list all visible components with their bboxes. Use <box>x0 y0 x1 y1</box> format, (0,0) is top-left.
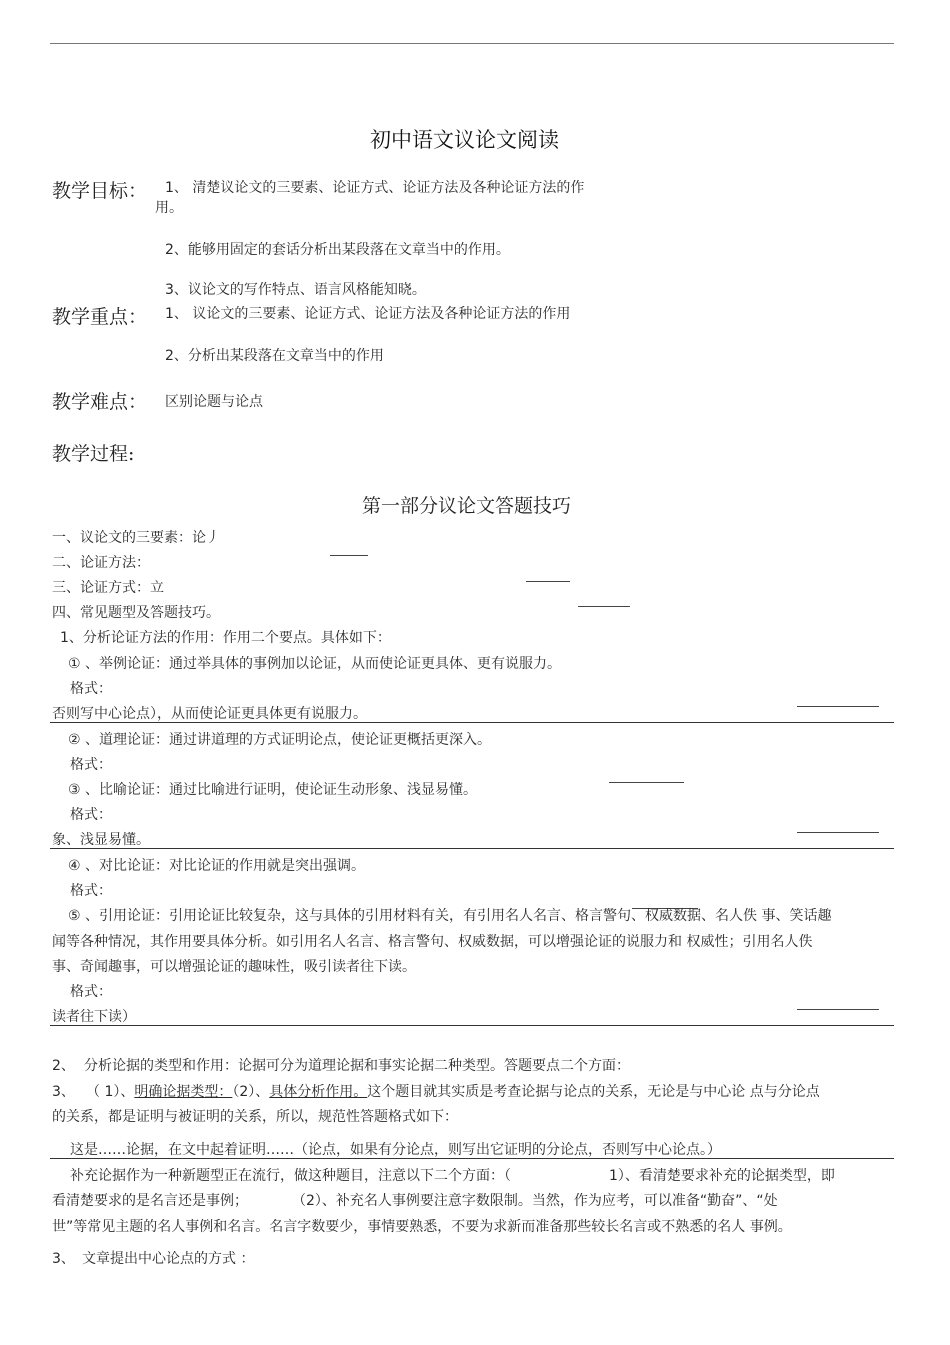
method-quotation: ⑤ 、引用论证：引用论证比较复杂，这与具体的引用材料有关，有引用名人名言、格言警句、权威数据、名人佚 事、笑话趣 <box>68 908 832 924</box>
question-2-number: 2、 <box>52 1058 75 1074</box>
question-2-text: 分析论据的类型和作用：论据可分为道理论据和事实论据二种类型。答题要点二个方面： <box>84 1058 630 1074</box>
section-3: 三、论证方式：立 <box>52 580 164 596</box>
goals-item-1: 1、 清楚议论文的三要素、论证方式、论证方法及各种论证方法的作 <box>165 180 585 196</box>
supplement-line-1a: 补充论据作为一种新题型正在流行，做这种题目，注意以下二个方面：（ <box>70 1168 511 1184</box>
answer-format: 这是……论据，在文中起着证明……（论点，如果有分论点，则写出它证明的分论点，否则写中心论点。） <box>70 1142 721 1158</box>
q3-underline-2: 具体分析作用。 <box>269 1084 368 1100</box>
blank-line <box>797 818 879 837</box>
question-1: 1、分析论证方法的作用：作用二个要点。具体如下： <box>60 630 391 646</box>
process-label: 教学过程: <box>52 443 135 465</box>
divider <box>50 848 894 849</box>
blank-line <box>330 541 368 560</box>
goals-item-2: 2、能够用固定的套话分析出某段落在文章当中的作用。 <box>165 242 510 258</box>
method-quotation-cont: 闻等各种情况，其作用要具体分析。如引用名人名言、格言警句、权威数据，可以增强论证的说服力和 权威性；引用名人佚 <box>52 934 813 950</box>
goals-item-3: 3、议论文的写作特点、语言风格能知晓。 <box>165 282 426 298</box>
section-2: 二、论证方法： <box>52 555 150 571</box>
difficulty-text: 区别论题与论点 <box>165 394 263 410</box>
method-example-tail: 否则写中心论点），从而使论证更具体更有说服力。 <box>52 706 367 722</box>
divider <box>50 1158 894 1159</box>
q3-open: （ 1）、 <box>86 1084 135 1100</box>
header-rule <box>50 43 894 44</box>
supplement-line-2a: 看清楚要求的是名言还是事例； <box>52 1193 248 1209</box>
format-label: 格式： <box>70 984 112 1000</box>
blank-line <box>797 995 879 1014</box>
blank-line <box>526 567 570 586</box>
key-points-item-2: 2、分析出某段落在文章当中的作用 <box>165 348 384 364</box>
blank-line <box>797 692 879 711</box>
section-4: 四、常见题型及答题技巧。 <box>52 605 220 621</box>
method-example: ① 、举例论证：通过举具体的事例加以论证，从而使论证更具体、更有说服力。 <box>68 656 561 672</box>
q3-underline-1: 明确论据类型： <box>134 1084 233 1100</box>
difficulty-label: 教学难点： <box>52 391 148 413</box>
question-3-line-2: 的关系，都是证明与被证明的关系，所以，规范性答题格式如下： <box>52 1109 458 1125</box>
format-label: 格式： <box>70 883 112 899</box>
part1-title: 第一部分议论文答题技巧 <box>362 495 572 517</box>
supplement-line-1b: 1）、看清楚要求补充的论据类型，即 <box>609 1168 835 1184</box>
method-metaphor: ③ 、比喻论证：通过比喻进行证明，使论证生动形象、浅显易懂。 <box>68 782 477 798</box>
document-title: 初中语文议论文阅读 <box>370 128 559 152</box>
question-3b-text: 文章提出中心论点的方式 ： <box>82 1251 255 1267</box>
key-points-label: 教学重点： <box>52 306 148 328</box>
method-contrast: ④ 、对比论证：对比论证的作用就是突出强调。 <box>68 858 365 874</box>
format-label: 格式： <box>70 757 112 773</box>
blank-line <box>609 768 684 787</box>
supplement-line-2b: （2）、补充名人事例要注意字数限制。当然，作为应考，可以准备“勤奋”、“处 <box>292 1193 778 1209</box>
method-reasoning: ② 、道理论证：通过讲道理的方式证明论点，使论证更概括更深入。 <box>68 732 491 748</box>
divider <box>50 722 894 723</box>
question-3b-number: 3、 <box>52 1251 75 1267</box>
key-points-item-1: 1、 议论文的三要素、论证方式、论证方法及各种论证方法的作用 <box>165 306 571 322</box>
section-1: 一、议论文的三要素：论丿 <box>52 530 220 546</box>
divider <box>50 1025 894 1026</box>
question-3-line <box>86 1081 820 1101</box>
format-label: 格式： <box>70 807 112 823</box>
blank-line <box>578 592 630 611</box>
method-quotation-tail: 读者往下读） <box>52 1009 136 1025</box>
goals-label: 教学目标： <box>52 180 148 202</box>
method-quotation-cont: 事、奇闻趣事，可以增强论证的趣味性，吸引读者往下读。 <box>52 959 416 975</box>
supplement-line-3: 世”等常见主题的名人事例和名言。名言字数要少，事情要熟悉，不要为求新而准备那些较长名言或不熟悉的名人 事例。 <box>52 1219 792 1235</box>
format-label: 格式： <box>70 681 112 697</box>
goals-item-1-cont: 用。 <box>155 200 183 216</box>
q3-mid: （2）、 <box>232 1084 270 1100</box>
question-3-number: 3、 <box>52 1084 75 1100</box>
method-metaphor-tail: 象、浅显易懂。 <box>52 832 150 848</box>
q3-rest: 这个题目就其实质是考查论据与论点的关系，无论是与中心论 点与分论点 <box>367 1084 820 1100</box>
